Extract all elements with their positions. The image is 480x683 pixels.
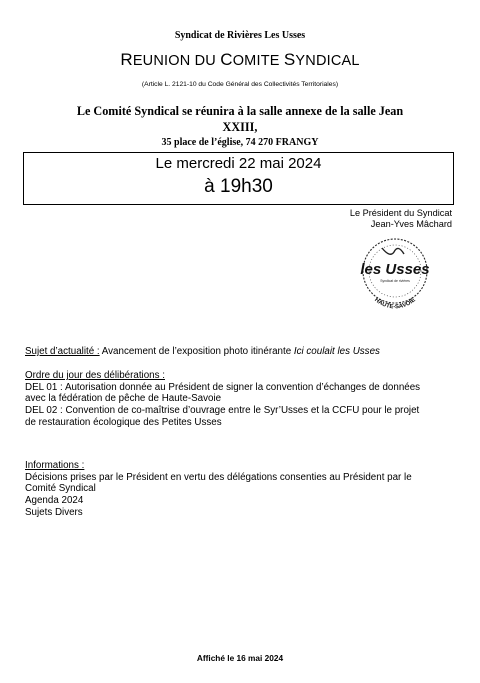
title-letter-c: C — [220, 50, 233, 69]
meeting-date-box — [23, 152, 454, 205]
president-role: Le Président du Syndicat — [349, 208, 452, 218]
agenda-section — [25, 370, 465, 429]
meeting-intro — [30, 104, 450, 135]
title-letter-s: S — [283, 50, 296, 69]
meeting-intro-line-2: XXIII, — [222, 119, 258, 134]
meeting-date: Le mercredi 22 mai 2024 — [155, 155, 322, 172]
information-item: Comité Syndical — [25, 483, 96, 495]
organization-name: Syndicat de Rivières Les Usses — [174, 30, 306, 41]
informations-label: Informations : — [25, 460, 85, 471]
president-signature — [350, 208, 452, 230]
syndicate-stamp-logo — [352, 234, 438, 312]
stamp-region-textpath: HAUTE-SAVOIE — [373, 297, 417, 311]
agenda-item: DEL 01 : Autorisation donnée au Président de signer la convention d’échanges de données — [25, 381, 421, 393]
agenda-item: de restauration écologique des Petites Usses — [25, 416, 222, 428]
informations-section — [25, 460, 465, 519]
topic-label: Sujet d’actualité : — [25, 346, 100, 357]
meeting-address: 35 place de l’église, 74 270 FRANGY — [161, 137, 319, 148]
document-title — [0, 50, 480, 70]
information-item: Agenda 2024 — [25, 495, 84, 507]
president-name: Jean-Yves Mâchard — [370, 219, 452, 229]
topic-exhibition-title: Ici coulait les Usses — [293, 346, 380, 357]
title-letter-r: R — [120, 50, 133, 69]
posting-date: Affiché le 16 mai 2024 — [196, 653, 284, 663]
meeting-time: à 19h30 — [204, 176, 273, 197]
information-item: Sujets Divers — [25, 506, 83, 518]
meeting-intro-line-1: Le Comité Syndical se réunira à la salle annexe de la salle Jean — [76, 104, 404, 118]
stamp-logo-text: les Usses — [360, 261, 430, 278]
agenda-item: avec la fédération de pêche de Haute-Savoie — [25, 393, 222, 405]
agenda-label: Ordre du jour des délibérations : — [25, 370, 165, 381]
title-part-3: YNDICAL — [295, 53, 360, 69]
stamp-small-text: Syndicat de rivières — [380, 279, 410, 283]
title-part-1: EUNION DU — [132, 53, 221, 69]
current-topic — [25, 346, 465, 358]
legal-article-reference: (Article L. 2121-10 du Code Général des Collectivités Territoriales) — [141, 81, 339, 88]
topic-text: Avancement de l’exposition photo itinérante — [99, 346, 294, 357]
information-item: Décisions prises par le Président en vertu des délégations consenties au Président par le — [25, 471, 412, 483]
title-part-2: OMITE — [232, 53, 284, 69]
river-wave-icon — [382, 248, 404, 254]
agenda-item: DEL 02 : Convention de co-maîtrise d’ouvrage entre le Syr’Usses et la CCFU pour le projet — [25, 405, 420, 417]
